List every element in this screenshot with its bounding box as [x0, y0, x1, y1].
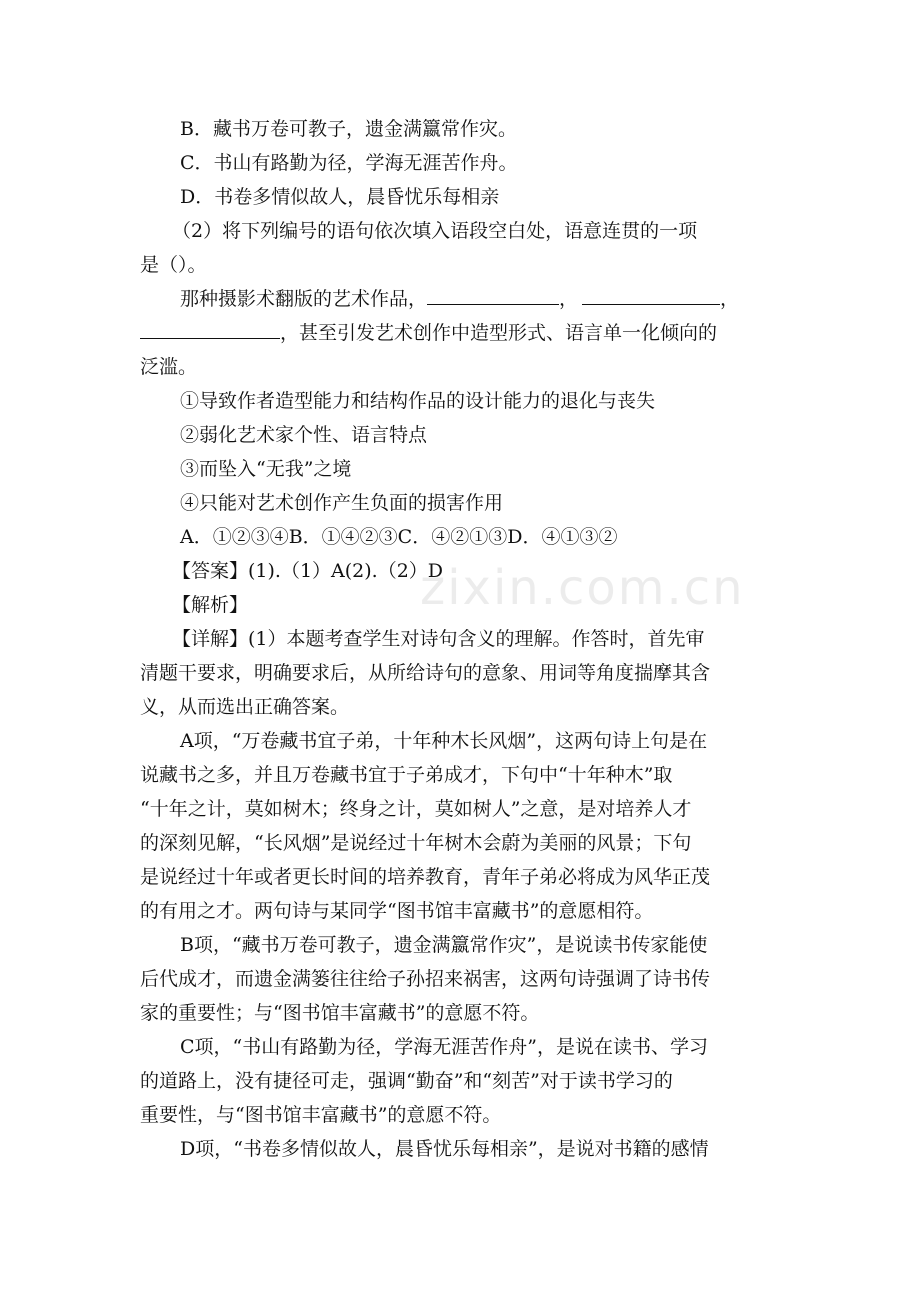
blank-3 [140, 316, 280, 339]
passage-line-3: 泛滥。 [140, 356, 198, 378]
explanation-line-1: 【详解】(1）本题考查学生对诗句含义的理解。作答时，首先审 [172, 628, 705, 650]
sentence-1: ①导致作者造型能力和结构作品的设计能力的退化与丧失 [180, 390, 656, 412]
comma-2: ， [720, 288, 740, 310]
sentence-2: ②弱化艺术家个性、语言特点 [180, 424, 428, 446]
comma-1: ， [559, 288, 579, 310]
option-d-line: D．书卷多情似故人，晨昏忧乐每相亲 [180, 186, 500, 208]
passage-text: 那种摄影术翻版的艺术作品， [180, 288, 428, 310]
question-2-cont: 是（）。 [140, 254, 207, 276]
para-b-line-2: 后代成才，而遗金满篓往往给子孙招来祸害，这两句诗强调了诗书传 [140, 968, 711, 990]
answer-line: 【答案】(1).（1）A(2).（2）D [172, 560, 444, 582]
blank-2 [582, 282, 720, 305]
para-a-line-5: 是说经过十年或者更长时间的培养教育，青年子弟必将成为风华正茂 [140, 866, 711, 888]
para-a-line-6: 的有用之才。两句诗与某同学“图书馆丰富藏书”的意愿相符。 [140, 900, 654, 922]
analysis-heading: 【解析】 [172, 594, 249, 616]
option-c-line: C．书山有路勤为径，学海无涯苦作舟。 [180, 152, 518, 174]
para-c-line-2: 的道路上，没有捷径可走，强调“勤奋”和“刻苦”对于读书学习的 [140, 1070, 673, 1092]
answer-options: A．①②③④B．①④②③C．④②①③D．④①③② [180, 526, 618, 548]
para-b-line-3: 家的重要性；与“图书馆丰富藏书”的意愿不符。 [140, 1002, 540, 1024]
para-a-line-2: 说藏书之多，并且万卷藏书宜于子弟成才，下句中“十年种木”取 [140, 764, 673, 786]
para-c-line-3: 重要性，与“图书馆丰富藏书”的意愿不符。 [140, 1104, 502, 1126]
para-b-line-1: B项，“藏书万卷可教子，遗金满籝常作灾”，是说读书传家能使 [180, 934, 708, 956]
explanation-line-2: 清题干要求，明确要求后，从所给诗句的意象、用词等角度揣摩其含 [140, 662, 711, 684]
explanation-line-3: 义，从而选出正确答案。 [140, 696, 350, 718]
option-b-line: B．藏书万卷可教子，遗金满籝常作灾。 [180, 118, 517, 140]
document-page [140, 112, 780, 1166]
sentence-3: ③而坠入“无我”之境 [180, 458, 352, 480]
watermark: zixin.com.cn [420, 560, 745, 616]
question-2-line: （2）将下列编号的语句依次填入语段空白处，语意连贯的一项 [172, 220, 698, 242]
para-d-line-1: D项，“书卷多情似故人，晨昏忧乐每相亲”，是说对书籍的感情 [180, 1138, 709, 1160]
para-a-line-4: 的深刻见解，“长风烟”是说经过十年树木会蔚为美丽的风景；下句 [140, 832, 692, 854]
passage-line-1 [140, 282, 780, 316]
passage-text-2: ，甚至引发艺术创作中造型形式、语言单一化倾向的 [280, 322, 718, 344]
para-a-line-3: “十年之计，莫如树木；终身之计，莫如树人”之意，是对培养人才 [140, 798, 692, 820]
blank-1 [427, 282, 559, 305]
sentence-4: ④只能对艺术创作产生负面的损害作用 [180, 492, 504, 514]
passage-line-2 [140, 316, 780, 350]
para-c-line-1: C项，“书山有路勤为径，学海无涯苦作舟”，是说在读书、学习 [180, 1036, 708, 1058]
para-a-line-1: A项，“万卷藏书宜子弟，十年种木长风烟”，这两句诗上句是在 [180, 730, 708, 752]
